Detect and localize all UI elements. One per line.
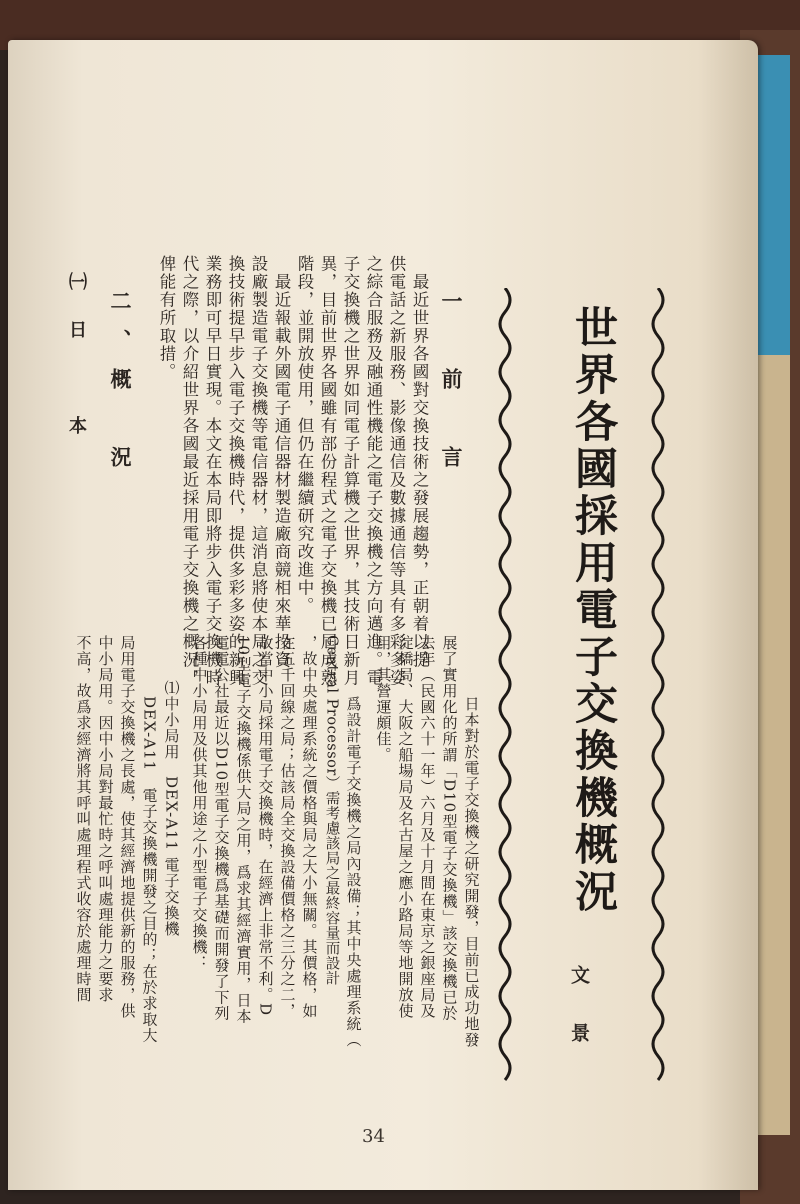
section1-line: 子交換機之世界如同電子計算機之世界，其技術日新月 xyxy=(341,255,360,687)
wavy-divider-right xyxy=(646,288,670,1088)
section1-line: 換技術提早步入電子交換機時代，提供多彩多姿的新興 xyxy=(226,255,245,687)
page-number: 34 xyxy=(362,1126,385,1147)
dex-a11-line: ⑴中小局用 DEX-A11 電子交換機 xyxy=(162,680,181,937)
section1-line: 業務即可早日實現。本文在本局即將步入電子交換機時 xyxy=(203,255,222,687)
dex-a11-line: 不高，故爲求經濟將其呼叫處理程式收容於處理時間 xyxy=(74,635,93,1003)
section1-line: 最近世界各國對交換技術之發展趨勢，正朝着以提 xyxy=(410,255,429,669)
japan-intro-line: 用，其營運頗佳。 xyxy=(374,635,393,763)
book-page xyxy=(8,40,758,1190)
japan-intro-line: 展了實用化的所謂「D10型電子交換機」該交換機已於 xyxy=(440,635,459,1022)
article-author: 文 景 xyxy=(568,965,590,1052)
japan-intro-line: 日本對於電子交換機之研究開發，目前已成功地發 xyxy=(462,680,481,1048)
section1-line: 最近報載外國電子通信器材製造廠商競相來華投資 xyxy=(272,255,291,669)
section1-line: 之綜合服務及融通性機能之電子交換機之方向邁進。電 xyxy=(364,255,383,687)
section1-heading: 一 前 言 xyxy=(439,290,464,485)
section2-heading: 二、概 況 xyxy=(108,290,133,485)
article-title: 世界各國採用電子交換機概況 xyxy=(568,305,618,916)
processor-line: 10型電子交換機係供大局之用，爲求其經濟實用，日本 xyxy=(234,635,253,1025)
processor-line: 爲設計電子交換機之局內設備；其中央處理系統（ xyxy=(344,680,363,1048)
section1-line: 供電話之新服務、影像通信及數據通信等具有多彩多姿 xyxy=(387,255,406,687)
section1-line: 代之際，以介紹世界各國最近採用電子交換機之概況， xyxy=(180,255,199,687)
processor-line: 各種中小局用及供其他用途之小型電子交換機： xyxy=(190,635,209,971)
next-page-edge xyxy=(756,355,790,1135)
dex-a11-line: 局用電子交換機之長處，使其經濟地提供新的服務，供 xyxy=(118,635,137,1019)
dex-a11-line: DEX-A11 電子交換機開發之目的；在於求取大 xyxy=(140,680,159,1044)
processor-line: 電電公社最近以D10型電子交換機爲基礎而開發了下列 xyxy=(212,635,231,1022)
section1-line: 設廠製造電子交換機等電信器材，這消息將使本局之交 xyxy=(249,255,268,687)
next-page-edge-blue xyxy=(756,55,790,355)
processor-line: 故當中小局採用電子交換機時，在經濟上非常不利。D xyxy=(256,635,275,1017)
japan-intro-line: 淀橋局、大阪之船場局及名古屋之應小路局等地開放使 xyxy=(396,635,415,1019)
section1-line: 俾能有所取措。 xyxy=(157,255,176,381)
section2-subheading: ㈠日 本 xyxy=(66,272,87,464)
section1-line: 異，目前世界各國雖有部份程式之電子交換機已屆成熟 xyxy=(318,255,337,687)
processor-line: ，故中央處理系統之價格與局之大小無關。其價格，如 xyxy=(300,635,319,1019)
wavy-divider-left xyxy=(493,288,517,1088)
section1-line: 階段，並開放使用，但仍在繼續研究改進中。 xyxy=(295,255,314,615)
processor-line: 在五千回線之局；估該局全交換設備價格之三分之二， xyxy=(278,635,297,1019)
japan-intro-line: 去年（民國六十一年）六月及十月間在東京之銀座局及 xyxy=(418,635,437,1019)
dex-a11-line: 中小局用。因中小局對最忙時之呼叫處理能力之要求 xyxy=(96,635,115,1003)
processor-line: Central Processor）需考慮該局之最終容量而設計 xyxy=(323,635,340,986)
